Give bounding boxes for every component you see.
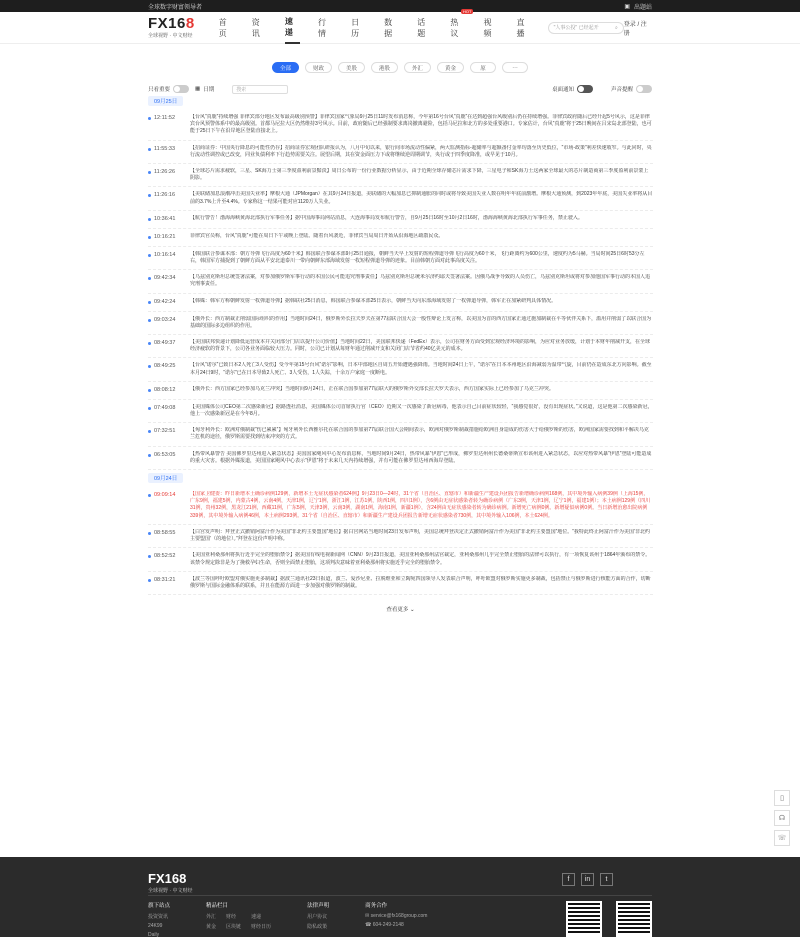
timeline-dot-icon [148,342,151,345]
timeline-dot-icon [148,148,151,151]
tab-gold[interactable]: 黄金 [437,62,464,73]
footer-col-business [365,901,427,937]
desktop-notify-label: 桌面通知 [551,87,574,93]
news-time: 10:36:41 [154,215,176,222]
news-time: 12:11:52 [154,115,176,121]
news-entry[interactable] [148,312,653,335]
news-entry[interactable] [148,164,653,187]
tab-us-stocks[interactable]: 美股 [338,62,365,73]
search-icon[interactable]: ⌕ [614,24,618,31]
news-text[interactable]: 【乌兹别克斯坦总统签署法案，对参加俄罗斯军事行动的本国公民可能追究刑事责任】乌兹别克斯坦总统米尔济约耶夫签署法案。因俄乌战争导致的人员伤亡，乌兹别克斯坦或将对参加他国军事行动的本国人追究刑事责任。 [190,274,651,288]
top-bar-slogan: 全球数字财富领导者 [148,4,203,11]
footer-slogan: 全球视野 · 中文财经 [148,888,193,894]
app-icon: ▣ [624,3,630,10]
footer-link[interactable]: 投资资讯 [148,914,169,920]
timeline-dot-icon [148,430,151,433]
news-text[interactable]: 【俄外长：西方国家已经参加乌克兰冲突】当地时间9月24日，正在联合国参加第77届联大的俄罗斯外交部长拉夫罗夫表示，西方国家实际上已经参加了乌克兰冲突。 [190,385,554,392]
news-time: 08:49:37 [154,340,176,347]
logo-text-a: FX16 [148,15,186,32]
twitter-icon[interactable]: t [600,873,613,886]
timeline-dot-icon [148,319,151,322]
date-picker-label: 日期 [203,87,215,93]
floating-toolbar [774,790,790,846]
footer-divider [148,895,652,896]
news-text[interactable]: 【美国联邦快递计划降低运营成本并关闭部分门店以提升公司价值】当地时间22日，美国联邦快递（FedEx）表示，公司在财务方面受到宏观经济环境的影响，为应对业务放缓，计划于本财年削减开支，在全球经济疲软的背景下，公司各业务面临较大压力。同时，公司已计划从每财年通过削减开支和关闭门店节省约40亿美元的成本。 [190,339,651,353]
nav-home[interactable]: 首页 [218,17,227,38]
footer-col-sites [148,901,170,937]
news-entry[interactable] [148,487,653,525]
timeline-dot-icon [148,218,151,221]
hot-badge: HOT [463,8,472,14]
chat-icon[interactable]: ☏ [774,830,790,846]
news-time: 08:58:55 [154,529,176,536]
feed-group [148,487,653,595]
news-entry[interactable] [148,548,653,571]
news-entry[interactable] [148,382,653,400]
news-time: 08:49:25 [154,363,176,370]
filter-tabs [0,44,800,73]
feed-group [148,110,653,470]
news-entry[interactable] [148,447,653,470]
news-text[interactable]: 【国家卫健委：昨日新增本土确诊病例129例，新增本土无症状感染者624例】9月23日0—24时，31个省（自治区、直辖市）和新疆生产建设兵团报告新增确诊病例168例，其中境外输入病例39例（上海15例，广东9例，福建5例，内蒙古4例，云南4例，天津1例，辽宁1例，浙江1例，江苏1例，陕西1例，四川1例），含6例由无症状感染者转为确诊病例（广东3例，天津1例，辽宁1例，福建1例）；本土病例129例（四川31例，贵州32例，黑龙江21例，西藏11例，广东5例，天津3例，云南3例，湖南1例，海南1例，新疆1例），含24例由无症状感染者转为确诊病例。新增死亡病例0例。新增疑似病例0例。当日新增治愈出院病例339例，其中境外输入病例46例，本土病例293例。31个省（自治区、直辖市）和新疆生产建设兵团报告新增无症状感染者730例，其中境外输入106例，本土624例。 [190,491,651,519]
timeline-dot-icon [148,532,151,535]
nav-calendar[interactable]: 日历 [351,17,360,38]
news-time: 09:42:34 [154,275,176,282]
nav-hot[interactable] [450,8,472,43]
logo-text-b: 8 [185,15,195,32]
tab-oil[interactable]: 原 [470,62,496,73]
news-entry[interactable] [148,270,653,293]
footer-col-title: 法律声明 [307,903,330,909]
nav-topics[interactable]: 话题 [417,17,426,38]
tab-more[interactable]: ··· [502,62,528,73]
timeline-dot-icon [148,277,151,280]
footer-link[interactable]: 黄金 [206,924,217,930]
news-entry[interactable] [148,572,653,595]
important-only-label: 只看重要 [148,87,171,93]
feed-search-input[interactable]: 搜索 [232,85,288,94]
news-text[interactable]: 【航行警告！渤海海峡黄海北部执行军事任务】据中国海事局网站消息，大连海事局发布航行警告，自9月25日16时至10月2日16时，渤海海峡黄海北部执行军事任务，禁止驶入。 [190,214,583,221]
news-text[interactable]: 【招商证券：中国央行降息的可能性仍存】招商证券宏观团队研报认为，八月中旬以来，银行间市场流动性偏紧，两大监测指标-超储率与超额备付金率均落至历史低位，“市场-政策”利差快速收窄。与此同时，央行流动性调控或已改变，同业负债利率下行趋势需要关注。展望后期，其在资金面压力下或将继续逆周期调节，央行或于四季度降准，或早见于10月。 [190,144,652,158]
logo-slogan: 全球视野 · 中文财经 [148,33,193,39]
nav-data[interactable]: 数据 [384,17,393,38]
site-header [0,8,800,44]
news-time: 11:26:26 [154,169,176,176]
phone-icon[interactable]: ▯ [774,790,790,806]
footer-columns [148,901,427,937]
qr-code-image [616,901,652,937]
news-entry[interactable] [148,525,653,548]
footer-col-legal [307,901,329,937]
news-text[interactable]: 【台风“诺尔”已致日本2人死亡3人受伤】受今年第15号台风“诺尔”影响，日本中部地区自周五开始遭遇强降雨。当地时间24日上午，“诺尔”在日本本州地区沿海减弱为温带气旋，目前仍在造成东北方向影响。截至本月24日9时，“诺尔”已在日本导致2人死亡、3人受伤，1人失踪，十余万户家庭一度断电。 [190,362,652,376]
footer-col-title: 旗下站点 [148,903,171,909]
news-entry[interactable] [148,247,653,270]
timeline-dot-icon [148,579,151,582]
news-text[interactable]: 【韩媒：韩军方称朝鲜发射一枚弹道导弹】据韩联社25日消息，韩国联合参谋本部25日表示，朝鲜当天向东部海域发射了一枚弹道导弹，韩军正在加紧研判具体情况。 [190,297,557,304]
load-more-button[interactable] [148,605,653,613]
site-logo[interactable] [148,16,195,39]
footer-col-title: 精品栏目 [206,903,229,909]
footer-col-sections [206,901,271,937]
news-time: 11:55:33 [154,145,176,152]
nav-live[interactable]: 直播 [516,17,525,38]
news-time: 08:52:52 [154,553,176,560]
date-badge: 09月24日 [148,473,183,483]
news-entry[interactable] [148,423,653,446]
tab-all[interactable]: 全部 [272,62,299,73]
news-entry[interactable] [148,400,653,423]
news-time: 09:03:24 [154,316,176,323]
news-time: 10:16:21 [154,233,176,240]
date-picker[interactable] [195,85,214,93]
desktop-notify-toggle[interactable] [552,85,593,93]
news-time: 09:09:14 [154,492,176,499]
footer-link[interactable]: 24K99 [148,923,163,929]
top-bar-right[interactable] [624,2,652,11]
news-time: 08:08:12 [154,386,176,393]
phone-icon: ☎ [365,922,373,928]
top-bar-link[interactable]: 出题站 [633,4,652,11]
linkedin-icon[interactable]: in [581,873,594,886]
news-text[interactable]: 【全球芯片需求疲软，三星、SK海力士第三季度盈利前景黯淡】周日公布的一份行业数据分析显示，由于近期全球存储芯片需求下降，三星电子和SK海力士这两家全球最大的芯片制造商第三季度盈利前景蒙上阴影。 [190,168,649,182]
news-entry[interactable] [148,335,653,358]
login-link[interactable]: 登录 / 注册 [623,21,647,37]
news-time: 06:53:05 [154,451,176,458]
toggle-switch[interactable] [636,85,652,93]
timeline-dot-icon [148,236,151,239]
contact-phone-text: 604-249-2148 [372,922,404,928]
news-text[interactable]: 【韩国联合参谋本部：朝方导弹飞行高度为60千米】韩国联合参谋本部9月25日通报，朝鲜当天早上发射的短程弹道导弹飞行高度为60千米，飞行距离约为600公里，速度约为5马赫。当局时间25日6时53分左右，韩国军方捕捉到了朝鲜方面从平安北道泰川一带向朝鲜东部海域发射一枚短程弹道导弹的迹象。目前韩朝方面对此事高度关注。 [190,250,645,265]
top-bar [0,0,800,12]
news-entry[interactable] [148,358,653,381]
news-time: 07:32:51 [154,428,176,435]
nav-flash[interactable]: 速递 [285,12,300,44]
news-text[interactable]: 【波兰等国呼吁欧盟对俄实施更多制裁】据波兰通讯社23日报道，波兰、爱沙尼亚、拉脱维亚和立陶宛四国领导人发表联合声明，呼吁欧盟对俄罗斯实施更多制裁，包括禁止与俄罗斯进行核能方面的合作，切断俄罗斯与国际金融体系的联系，并且在能源方面进一步加强对俄罗斯的制裁。 [190,575,651,589]
news-entry[interactable] [148,211,653,229]
headset-icon[interactable]: ☊ [774,810,790,826]
toolbar-right [552,85,652,93]
timeline-dot-icon [148,555,151,558]
header-search[interactable] [548,22,624,34]
footer-brand: FX168 [148,871,187,886]
news-entry[interactable] [148,294,653,312]
news-text[interactable]: 【白宫发声明：拜登正式撤销阿富汗作为美国“非北约主要盟国”地位】据白宫网站当地时间23日发布声明，美国总统拜登决定正式撤销阿富汗作为美国“非北约主要盟国”地位。“我特此终止阿富汗作为美国‘非北约主要盟国’（的地位）。”拜登在这份声明中称。 [190,528,651,543]
footer-col-title: 商务合作 [365,903,388,909]
main-nav [218,8,532,44]
news-entry[interactable] [148,229,653,247]
header-search-placeholder: "人事公投" 已经起开 [553,25,599,31]
nav-quotes[interactable]: 行情 [317,17,326,38]
contact-email-text: service@fx168group.com [370,913,428,919]
news-text[interactable]: 【热带风暴警告 美国佛罗里达州进入紧急状态】美国国家飓风中心发布消息称，当地时间9月24日，热带风暴“伊恩”已形成，佛罗里达州州长德桑蒂斯宣布该州进入紧急状态，以应对热带风暴“伊恩”登陆可能造成的重大灾害。根据外媒报道，美国国家飓风中心表示“伊恩”将于未来几天内持续增强，并有可能在佛罗里达州西海岸登陆。 [190,450,652,464]
mail-icon: ✉ [365,913,371,919]
chevron-down-icon: ⌄ [409,607,415,614]
timeline-dot-icon [148,194,151,197]
news-feed [148,93,653,613]
toggle-switch[interactable] [173,85,189,93]
contact-phone [365,922,427,928]
tab-forex[interactable]: 外汇 [404,62,431,73]
timeline-dot-icon [148,301,151,304]
news-text[interactable]: 菲律宾官员称，台风“真鹿”可能在周日下午或晚上登陆。随着台风袭近，菲律宾当局周日开始从沿海地区疏散民众。 [190,232,444,239]
timeline-dot-icon [148,407,151,410]
news-text[interactable]: 【台风“真鹿”持续增强 菲律宾部分地区发布最高级别预警】菲律宾国家气象局9月25日11时发布消息称，今年第16号台风“真鹿”在达到超强台风级别后仍在持续增强。菲律宾政府随后已经升起5号风示，这是菲律宾台风预警体系中的最高级别。首都马尼拉大区仍然维持3号风示。目前，政府随后已经强制要求离岗撤离避险，包括马尼拉和北方的多处重要港口。专家估计，台风“真鹿”将于25日晚间在吕宋岛北部登陆，也可能于25日下午在沿岸地区登陆直接北上。 [190,114,652,135]
qr-code-image [566,901,602,937]
timeline-dot-icon [148,454,151,457]
social-links [562,873,613,886]
site-footer [0,857,800,937]
sound-alert-label: 声音提醒 [610,87,633,93]
footer-link[interactable]: 用户协议 [307,914,328,920]
news-time: 10:16:14 [154,251,176,258]
news-entry[interactable] [148,187,653,210]
facebook-icon[interactable]: f [562,873,575,886]
news-text[interactable]: 【俄外长：西方制裁正削弱国际组织的作用】当地时间24日，俄罗斯外长拉夫罗夫在第77届联合国大会一般性辩论上发言称，以美国为首的西方国家正通过施加制裁在平等伙伴关系下，滥用并削弱了以联合国为基础的国际多边组织的作用。 [190,315,652,329]
news-text[interactable]: 【美国亚利桑那州将执行近乎完全的堕胎禁令】据美国有线电视新闻网（CNN）9月23日报道，美国亚利桑那州法官裁定，亚利桑那州几乎完全禁止堕胎的法律可以执行，有一项恢复该州于1864年颁布的禁令。该禁令规定除非是为了挽救孕妇生命，否则全面禁止堕胎，这项判决意味着亚利桑那州将实施近乎完全的堕胎禁令。 [190,552,651,566]
news-text[interactable]: 【匈牙利外长：欧洲对俄制裁“伤已累累”】匈牙利外长西雅尔托在联合国的参加第77届联合国大会期间表示，欧洲对俄罗斯制裁措施给欧洲自身造成的伤害大于给俄罗斯的伤害，欧洲国家需要找到和平解决乌克兰危机的途径，俄罗斯需要找到结束冲突的方式。 [190,427,649,441]
news-text[interactable]: 【美国媒体公司CEO第二次感染新冠】据路透社消息，美国媒体公司首席执行官（CEO）近期又一次感染了新冠病毒，他表示自己目前症状较轻，“我感觉很好，没有出现症状。”又说道，这是他第二次感染新冠，他上一次感染新冠是在今年8月。 [190,403,653,418]
calendar-icon: ▦ [195,86,201,92]
footer-link[interactable]: 隐私政策 [307,924,328,930]
footer-link[interactable]: 财经 [226,914,237,920]
timeline-dot-icon [148,365,151,368]
important-only-toggle[interactable] [148,85,189,93]
news-time: 08:31:21 [154,576,176,583]
footer-link[interactable]: 财经日历 [251,924,272,930]
load-more-label: 查看更多 [386,607,409,614]
footer-link[interactable]: 速递 [251,914,262,920]
tab-fiscal[interactable]: 财政 [305,62,332,73]
news-entry[interactable] [148,110,653,141]
footer-link[interactable]: 外汇 [206,914,217,920]
footer-link[interactable]: 区块链 [226,924,242,930]
news-time: 11:26:16 [154,192,176,199]
nav-news[interactable]: 资讯 [251,17,260,38]
tab-hk-stocks[interactable]: 港股 [371,62,398,73]
date-badge: 09月25日 [148,96,183,106]
news-time: 09:42:24 [154,298,176,305]
timeline-dot-icon [148,117,151,120]
contact-email[interactable] [365,913,427,919]
timeline-dot-icon [148,171,151,174]
news-text[interactable]: 【美联储加息浪潮冲击美国失业率】摩根大通（JPMorgan）在其9月24日报道，美联储的大幅加息已抑制通胀的同时或将导致美国失业人数在明年年底前激增。摩根大通预测，到2023年年底，美国失业率将从目前的3.7%上升至4.4%。专家称这一结果可能对应1120万人失业。 [190,191,653,205]
news-time: 07:49:08 [154,404,176,411]
nav-video[interactable]: 视频 [483,17,492,38]
news-entry[interactable] [148,141,653,164]
timeline-dot-icon [148,254,151,257]
nav-hot-label: 热议 [450,17,459,38]
sound-alert-toggle[interactable] [611,85,652,93]
timeline-dot-icon [148,389,151,392]
footer-link[interactable]: Daily [148,932,160,937]
timeline-dot-icon [148,494,151,497]
toggle-switch[interactable] [577,85,593,93]
